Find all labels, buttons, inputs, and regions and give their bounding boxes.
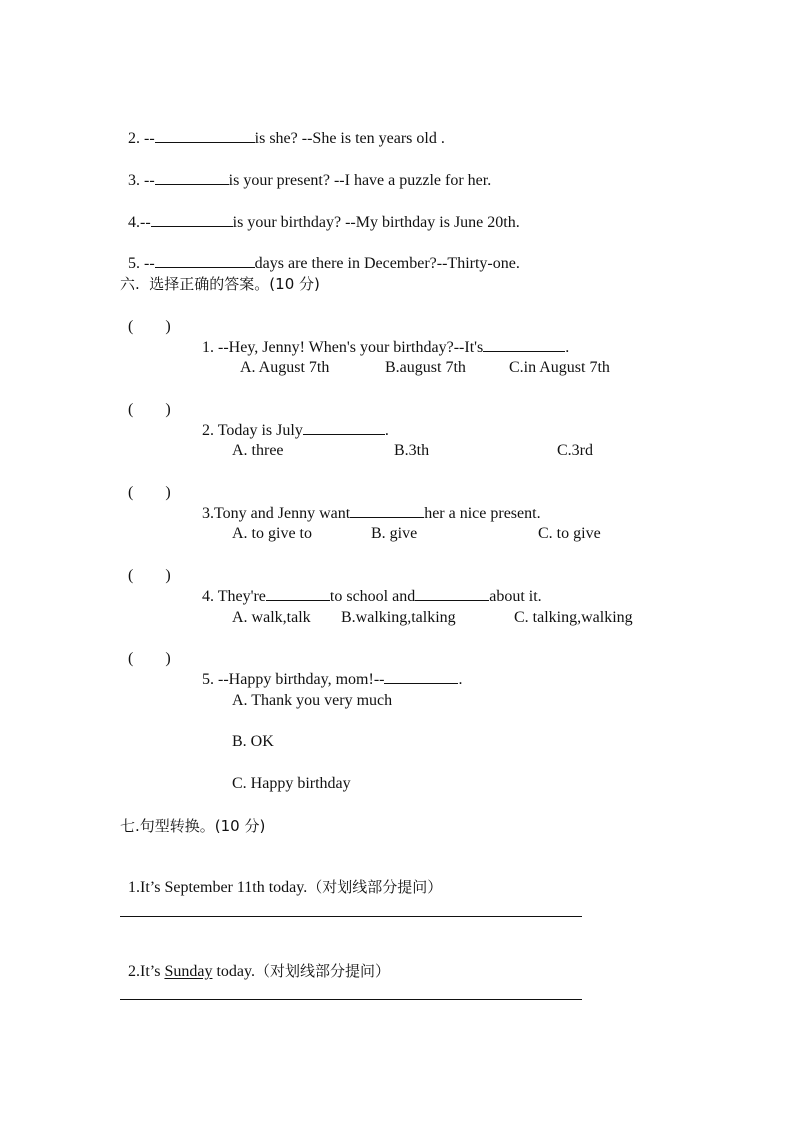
fill-in-item-2: 2. -- is she? --She is ten years old .: [128, 130, 445, 147]
answer-blank[interactable]: [155, 170, 229, 185]
mc-question-4: 4. They're to school and about it.: [202, 588, 542, 605]
option-b[interactable]: B.walking,talking: [341, 609, 456, 626]
option-b[interactable]: B.august 7th: [385, 359, 466, 376]
answer-paren[interactable]: ( ): [128, 567, 171, 584]
transform-item-1: 1.It’s September 11th today.（对划线部分提问）: [128, 878, 443, 896]
option-b[interactable]: B. give: [371, 525, 418, 542]
answer-paren[interactable]: ( ): [128, 484, 171, 501]
answer-paren[interactable]: ( ): [128, 650, 171, 667]
answer-blank[interactable]: [266, 586, 330, 601]
answer-line[interactable]: [120, 999, 582, 1000]
answer-blank[interactable]: [384, 669, 458, 684]
fill-in-item-3: 3. -- is your present? --I have a puzzle for her.: [128, 172, 492, 189]
answer-blank[interactable]: [483, 337, 565, 352]
option-c[interactable]: C. talking,walking: [514, 609, 633, 626]
option-a[interactable]: A. three: [232, 442, 284, 459]
answer-blank[interactable]: [415, 586, 489, 601]
option-c[interactable]: C.in August 7th: [509, 359, 610, 376]
option-c[interactable]: C.3rd: [557, 442, 593, 459]
section-7-title: 七.句型转换。(10 分): [120, 817, 266, 835]
answer-blank[interactable]: [155, 253, 255, 268]
option-b[interactable]: B. OK: [232, 733, 274, 750]
mc-question-2: 2. Today is July .: [202, 422, 389, 439]
option-a[interactable]: A. walk,talk: [232, 609, 311, 626]
fill-in-item-5: 5. -- days are there in December?--Thirty-one.: [128, 255, 520, 272]
option-a[interactable]: A. Thank you very much: [232, 692, 393, 709]
answer-paren[interactable]: ( ): [128, 401, 171, 418]
option-a[interactable]: A. August 7th: [240, 359, 330, 376]
option-a[interactable]: A. to give to: [232, 525, 312, 542]
option-c[interactable]: C. Happy birthday: [232, 775, 351, 792]
answer-blank[interactable]: [303, 420, 385, 435]
option-b[interactable]: B.3th: [394, 442, 430, 459]
mc-question-5: 5. --Happy birthday, mom!-- .: [202, 671, 463, 688]
option-c[interactable]: C. to give: [538, 525, 601, 542]
underlined-word: Sunday: [164, 963, 213, 980]
transform-item-2: 2.It’s Sunday today.（对划线部分提问）: [128, 962, 390, 980]
answer-blank[interactable]: [151, 212, 233, 227]
answer-paren[interactable]: ( ): [128, 318, 171, 335]
mc-question-1: 1. --Hey, Jenny! When's your birthday?--It's .: [202, 339, 570, 356]
section-6-title: 六. 选择正确的答案。(10 分): [120, 275, 320, 293]
answer-blank[interactable]: [155, 128, 255, 143]
answer-line[interactable]: [120, 916, 582, 917]
mc-question-3: 3.Tony and Jenny want her a nice present.: [202, 505, 541, 522]
answer-blank[interactable]: [350, 503, 424, 518]
fill-in-item-4: 4.-- is your birthday? --My birthday is June 20th.: [128, 214, 520, 231]
